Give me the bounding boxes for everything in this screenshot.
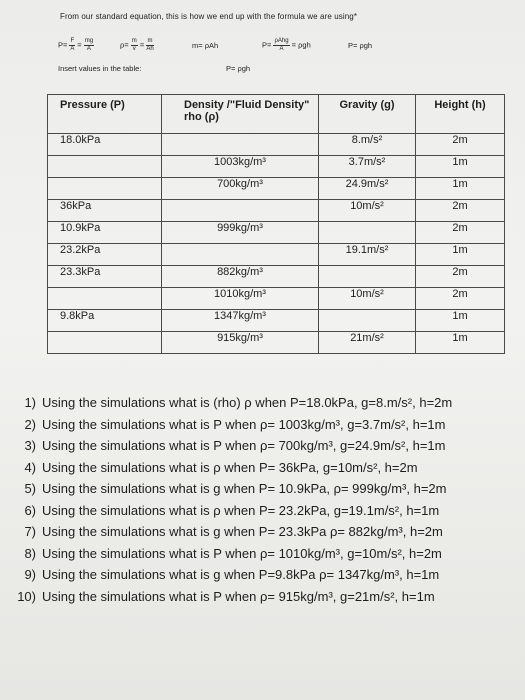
formula-pressure-expanded xyxy=(262,38,311,53)
cell-density[interactable]: 999kg/m³ xyxy=(162,222,319,244)
fraction-den: A xyxy=(279,46,284,52)
cell-pressure[interactable]: 10.9kPa xyxy=(48,222,162,244)
cell-gravity[interactable]: 10m/s² xyxy=(319,288,416,310)
cell-height[interactable]: 2m xyxy=(416,266,505,288)
list-item xyxy=(16,521,452,543)
cell-gravity[interactable] xyxy=(319,266,416,288)
cell-density[interactable]: 915kg/m³ xyxy=(162,332,319,354)
formula-pressure xyxy=(58,38,94,53)
fraction-num: ρAhg xyxy=(274,38,289,44)
fraction-den: Ah xyxy=(146,46,154,52)
fraction xyxy=(131,38,138,53)
cell-pressure[interactable]: 36kPa xyxy=(48,200,162,222)
list-item xyxy=(16,478,452,500)
formula-eq: = xyxy=(77,40,82,50)
header-pressure: Pressure (P) xyxy=(48,95,162,134)
cell-height[interactable]: 1m xyxy=(416,156,505,178)
insert-formula: P= ρgh xyxy=(226,64,251,73)
cell-gravity[interactable]: 19.1m/s² xyxy=(319,244,416,266)
question-text: Using the simulations what is P when ρ= 1003kg/m³, g=3.7m/s², h=1m xyxy=(42,416,446,432)
table-row xyxy=(48,310,505,332)
question-text: Using the simulations what is (rho) ρ when P=18.0kPa, g=8.m/s², h=2m xyxy=(42,395,453,410)
list-item xyxy=(16,414,452,436)
list-item xyxy=(16,392,452,414)
table-row xyxy=(48,134,505,156)
cell-gravity[interactable]: 3.7m/s² xyxy=(319,156,416,178)
fraction xyxy=(69,38,75,53)
cell-pressure[interactable] xyxy=(48,288,162,310)
cell-pressure[interactable]: 23.3kPa xyxy=(48,266,162,288)
question-list xyxy=(16,392,452,607)
fraction-num: F xyxy=(70,38,75,44)
header-density: Density /"Fluid Density" rho (ρ) xyxy=(162,95,319,134)
cell-density[interactable] xyxy=(162,200,319,222)
list-item xyxy=(16,500,452,522)
cell-height[interactable]: 2m xyxy=(416,134,505,156)
question-text: Using the simulations what is P when ρ= 700kg/m³, g=24.9m/s², h=1m xyxy=(42,438,446,453)
fraction xyxy=(273,38,289,53)
formula-final: P= ρgh xyxy=(348,41,373,50)
cell-density[interactable] xyxy=(162,244,319,266)
cell-pressure[interactable] xyxy=(48,332,162,354)
table-row xyxy=(48,266,505,288)
table-row xyxy=(48,156,505,178)
fraction-num: mg xyxy=(84,38,94,44)
cell-height[interactable]: 1m xyxy=(416,244,505,266)
table-row xyxy=(48,222,505,244)
list-item xyxy=(16,457,452,479)
table-row xyxy=(48,200,505,222)
cell-gravity[interactable]: 10m/s² xyxy=(319,200,416,222)
fraction-den: v xyxy=(132,46,136,52)
cell-gravity[interactable]: 24.9m/s² xyxy=(319,178,416,200)
formula-density xyxy=(120,38,154,53)
formula-mass: m= ρAh xyxy=(192,41,219,50)
question-text: Using the simulations what is P when ρ= 915kg/m³, g=21m/s², h=1m xyxy=(42,588,435,604)
table-header-row xyxy=(48,95,505,134)
table-row xyxy=(48,244,505,266)
cell-height[interactable]: 1m xyxy=(416,178,505,200)
fraction-num: m xyxy=(131,38,137,44)
cell-pressure[interactable] xyxy=(48,156,162,178)
fraction xyxy=(146,38,153,53)
intro-text: From our standard equation, this is how we end up with the formula we are using* xyxy=(60,12,358,21)
question-text: Using the simulations what is g when P=9.8kPa ρ= 1347kg/m³, h=1m xyxy=(42,567,440,582)
cell-density[interactable]: 1347kg/m³ xyxy=(162,310,319,332)
fraction-den: A xyxy=(86,46,91,52)
cell-pressure[interactable]: 9.8kPa xyxy=(48,310,162,332)
cell-height[interactable]: 1m xyxy=(416,310,505,332)
list-item xyxy=(16,435,452,457)
values-table xyxy=(47,94,505,354)
cell-height[interactable]: 2m xyxy=(416,200,505,222)
table-row xyxy=(48,332,505,354)
header-gravity: Gravity (g) xyxy=(319,95,416,134)
question-number: 2) xyxy=(24,416,36,432)
cell-gravity[interactable]: 8.m/s² xyxy=(319,134,416,156)
question-number: 4) xyxy=(24,459,36,475)
header-height: Height (h) xyxy=(416,95,505,134)
list-item xyxy=(16,586,452,608)
table-row xyxy=(48,178,505,200)
question-text: Using the simulations what is ρ when P= 36kPa, g=10m/s², h=2m xyxy=(42,459,418,475)
formula-lhs: P= xyxy=(262,40,272,50)
question-number: 7) xyxy=(24,524,36,539)
question-text: Using the simulations what is ρ when P= 23.2kPa, g=19.1m/s², h=1m xyxy=(42,502,440,518)
cell-density[interactable]: 1003kg/m³ xyxy=(162,156,319,178)
fraction-num: m xyxy=(147,38,153,44)
question-number: 5) xyxy=(24,481,36,496)
cell-density[interactable]: 1010kg/m³ xyxy=(162,288,319,310)
cell-pressure[interactable]: 18.0kPa xyxy=(48,134,162,156)
question-number: 1) xyxy=(24,395,36,410)
insert-label: Insert values in the table: xyxy=(58,64,142,73)
cell-gravity[interactable] xyxy=(319,310,416,332)
cell-density[interactable] xyxy=(162,134,319,156)
cell-gravity[interactable]: 21m/s² xyxy=(319,332,416,354)
question-number: 10) xyxy=(17,588,36,604)
cell-height[interactable]: 2m xyxy=(416,222,505,244)
formula-lhs: ρ= xyxy=(120,40,129,50)
cell-density[interactable]: 700kg/m³ xyxy=(162,178,319,200)
formula-tail: = ρgh xyxy=(291,40,311,50)
cell-gravity[interactable] xyxy=(319,222,416,244)
question-text: Using the simulations what is g when P= 23.3kPa ρ= 882kg/m³, h=2m xyxy=(42,524,443,539)
fraction-den: A xyxy=(70,46,75,52)
cell-height[interactable]: 1m xyxy=(416,332,505,354)
cell-density[interactable]: 882kg/m³ xyxy=(162,266,319,288)
cell-pressure[interactable]: 23.2kPa xyxy=(48,244,162,266)
list-item xyxy=(16,564,452,586)
list-item xyxy=(16,543,452,565)
question-number: 9) xyxy=(24,567,36,582)
formula-lhs: P= xyxy=(58,40,68,50)
cell-height[interactable]: 2m xyxy=(416,288,505,310)
cell-pressure[interactable] xyxy=(48,178,162,200)
question-number: 6) xyxy=(24,502,36,518)
fraction xyxy=(84,38,94,53)
question-number: 8) xyxy=(24,545,36,561)
table-row xyxy=(48,288,505,310)
question-text: Using the simulations what is g when P= 10.9kPa, ρ= 999kg/m³, h=2m xyxy=(42,481,447,496)
question-number: 3) xyxy=(24,438,36,453)
question-text: Using the simulations what is P when ρ= 1010kg/m³, g=10m/s², h=2m xyxy=(42,545,442,561)
formula-eq: = xyxy=(139,40,145,50)
